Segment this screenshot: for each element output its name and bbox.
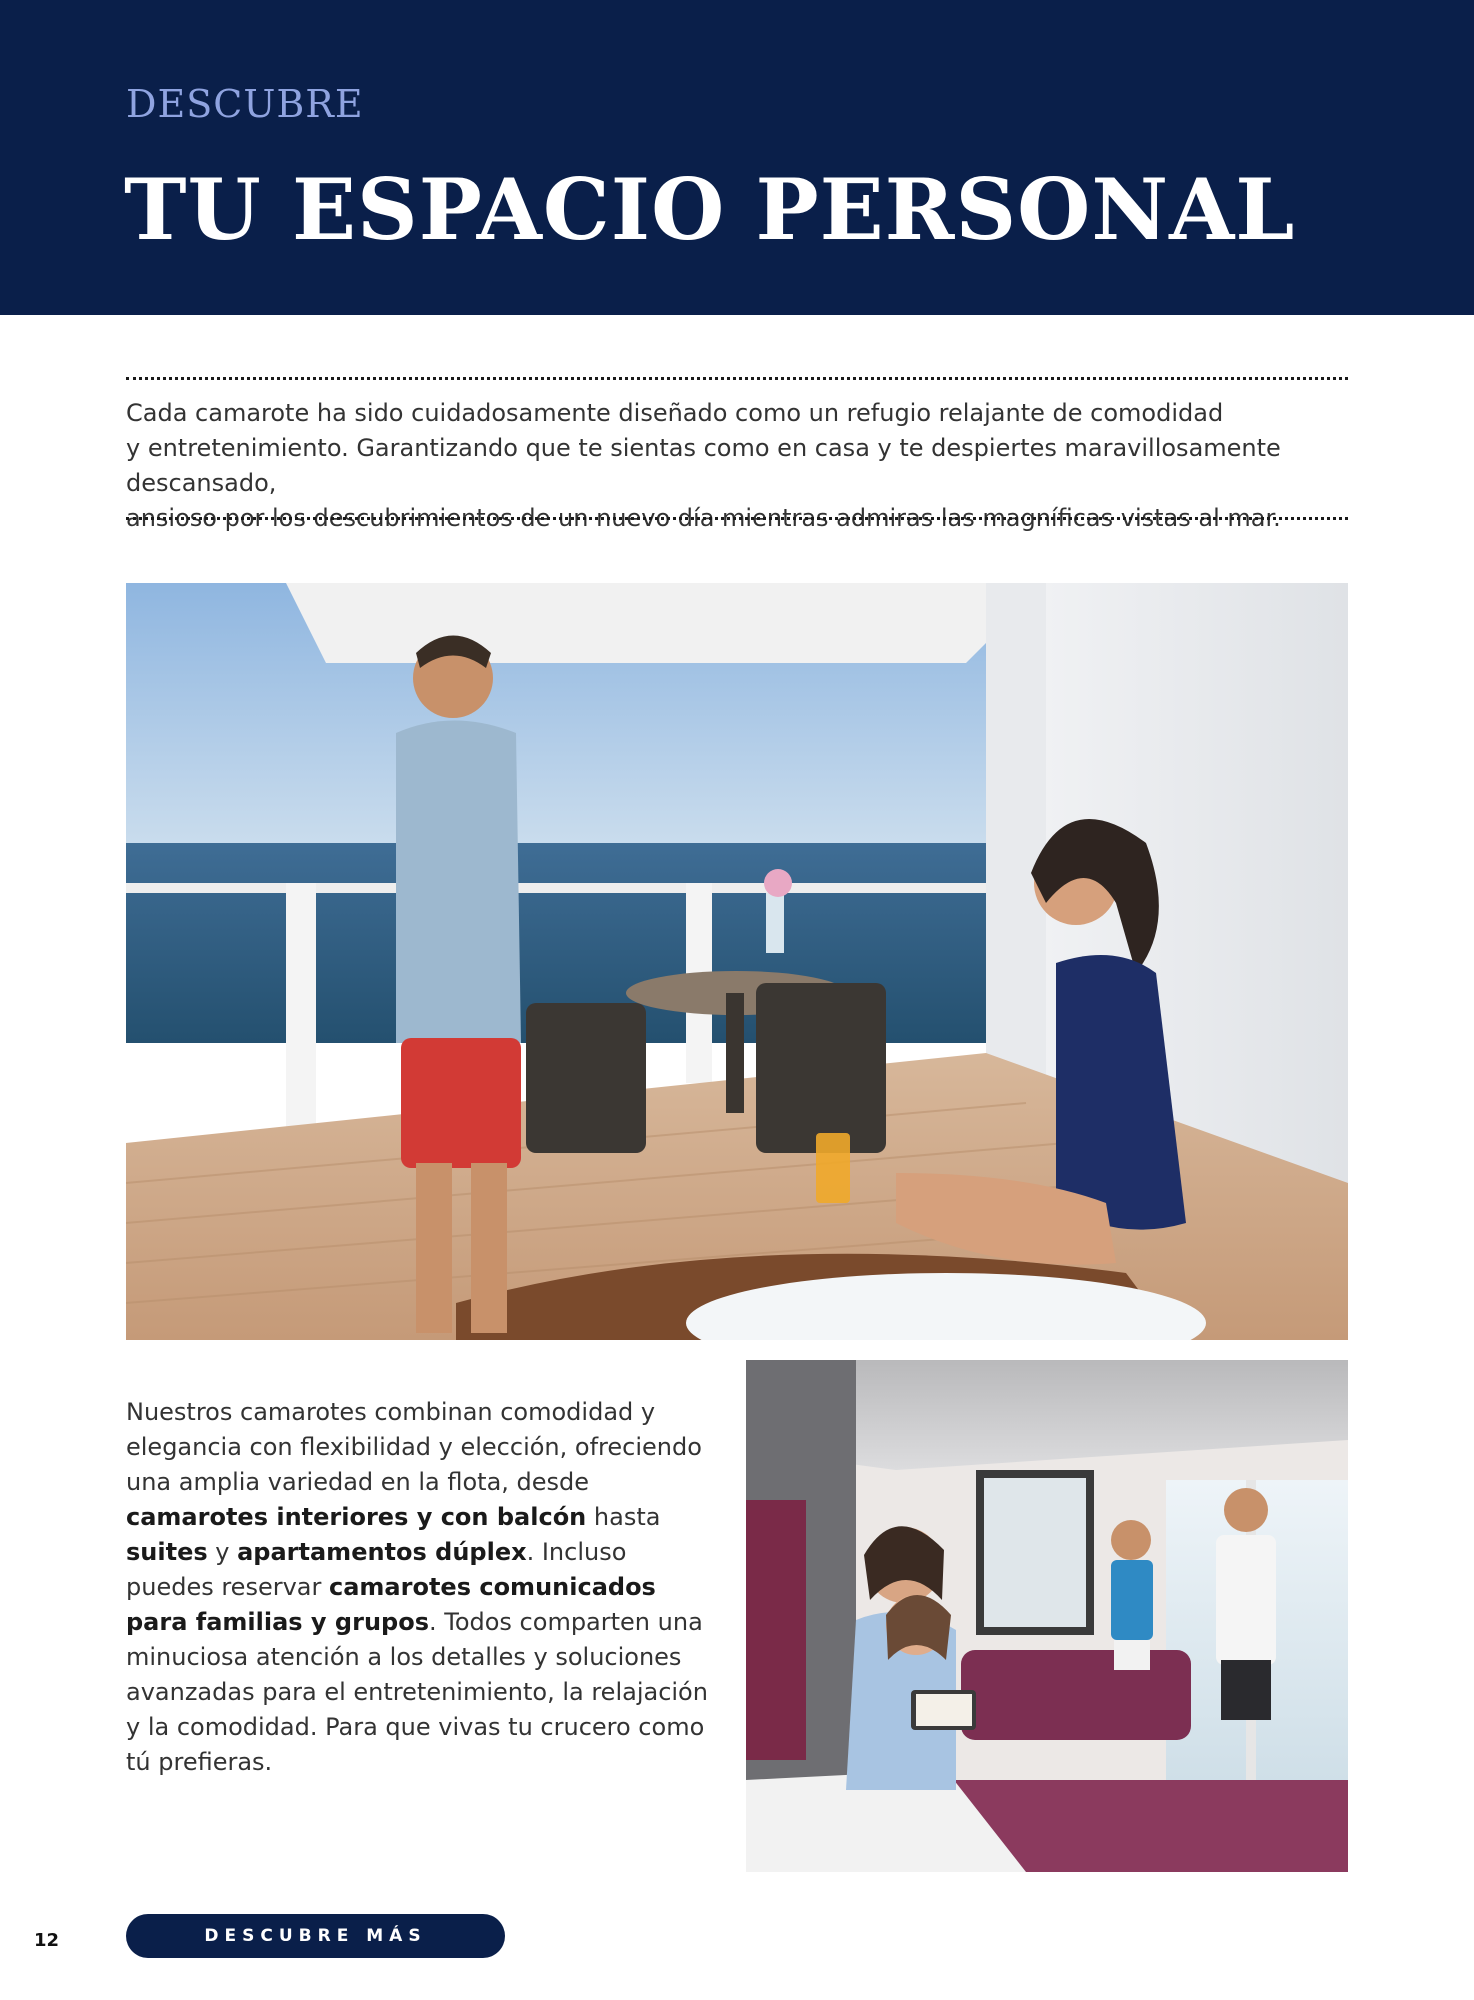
cabin-photo xyxy=(746,1360,1348,1872)
body-text: hasta xyxy=(586,1503,661,1531)
body-bold: camarotes comunicados para familias y grupos xyxy=(126,1573,656,1636)
divider-top xyxy=(126,377,1348,380)
balcony-photo xyxy=(126,583,1348,1340)
body-text: . Todos comparten una minuciosa atención a los detalles y soluciones avanzadas para el entretenimiento, la relajación y la comodidad. Para que vivas tu crucero como tú prefieras. xyxy=(126,1608,708,1776)
eyebrow-label: DESCUBRE xyxy=(126,82,364,126)
intro-line: ansioso por los descubrimientos de un nuevo día mientras admiras las magníficas vistas al mar. xyxy=(126,504,1281,532)
intro-line: y entretenimiento. Garantizando que te sientas como en casa y te despiertes maravillosamente descansado, xyxy=(126,434,1281,497)
discover-more-button[interactable]: DESCUBRE MÁS xyxy=(126,1914,505,1958)
intro-paragraph xyxy=(126,396,1356,536)
body-text: Nuestros camarotes combinan comodidad y elegancia con flexibilidad y elección, ofreciendo una amplia variedad en la flota, desde xyxy=(126,1398,702,1496)
body-bold: apartamentos dúplex xyxy=(237,1538,527,1566)
body-text: . Incluso puedes reservar xyxy=(126,1538,627,1601)
intro-line: Cada camarote ha sido cuidadosamente diseñado como un refugio relajante de comodidad xyxy=(126,399,1224,427)
header-banner xyxy=(0,0,1474,315)
body-bold: camarotes interiores y con balcón xyxy=(126,1503,587,1531)
page-title: TU ESPACIO PERSONAL xyxy=(124,160,1296,259)
divider-bottom xyxy=(126,517,1348,520)
body-text: y xyxy=(207,1538,238,1566)
body-paragraph xyxy=(126,1395,716,1780)
page-number: 12 xyxy=(34,1930,60,1951)
body-bold: suites xyxy=(126,1538,208,1566)
